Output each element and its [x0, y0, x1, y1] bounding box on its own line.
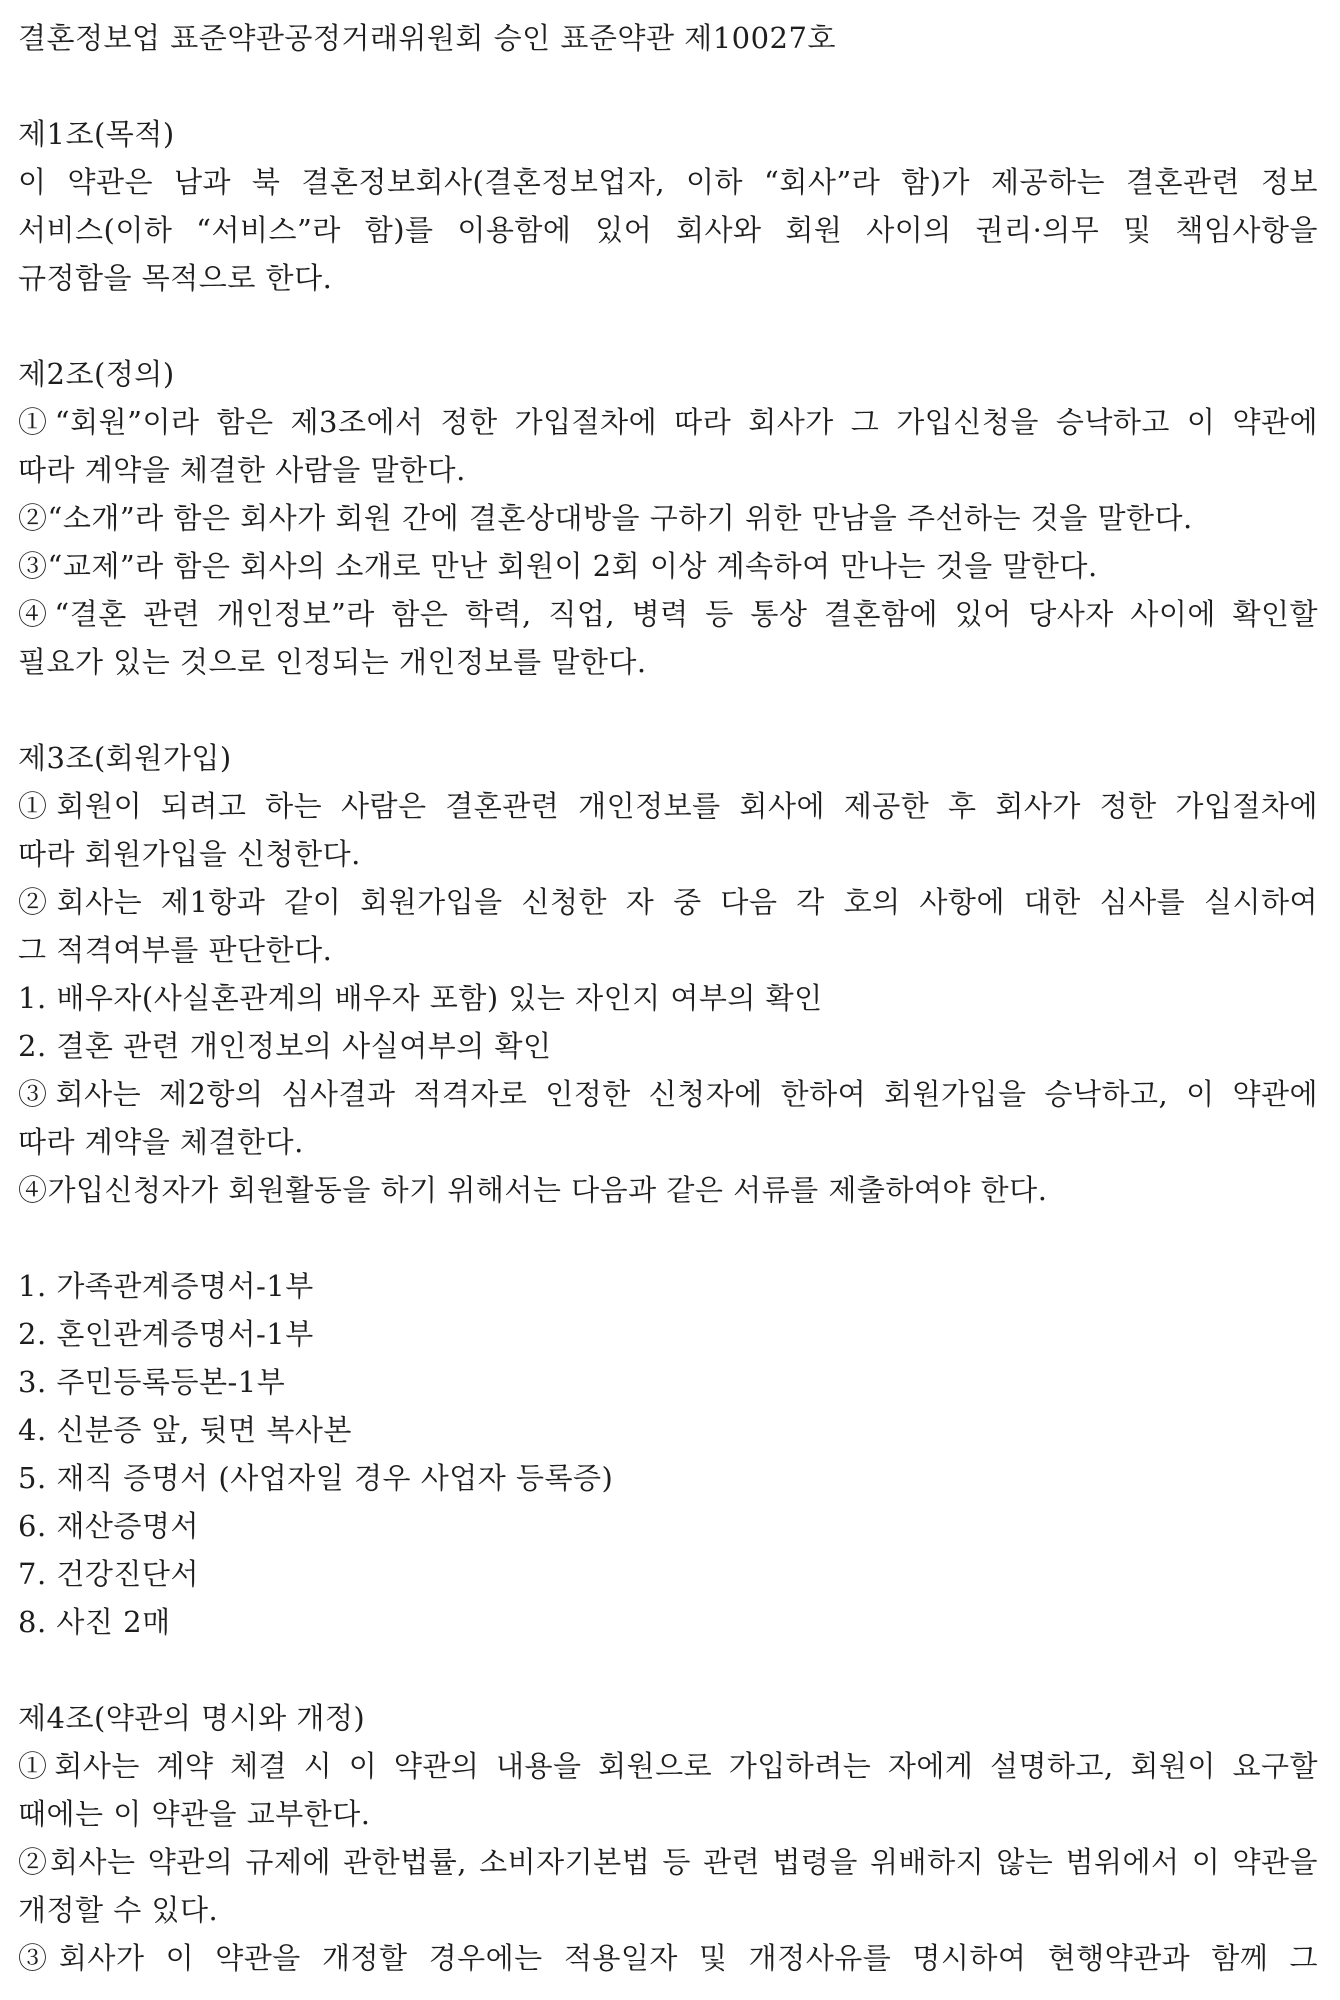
article-3-line-7: ③회사는 제2항의 심사결과 적격자로 인정한 신청자에 한하여 회원가입을 승낙하고, 이 약관에 — [18, 1077, 1318, 1111]
spacer — [18, 1214, 1318, 1262]
article-2-line-4: ③“교제”라 함은 회사의 소개로 만난 회원이 2회 이상 계속하여 만나는 것을 말한다. — [18, 549, 1098, 583]
article-3-line-9: ④가입신청자가 회원활동을 하기 위해서는 다음과 같은 서류를 제출하여야 한다. — [18, 1173, 1048, 1207]
article-3-title: 제3조(회원가입) — [18, 741, 232, 775]
spacer — [18, 686, 1318, 734]
article-2-line-2: 따라 계약을 체결한 사람을 말한다. — [18, 453, 466, 487]
document-list-item: 5. 재직 증명서 (사업자일 경우 사업자 등록증) — [18, 1461, 614, 1495]
document-list-item: 6. 재산증명서 — [18, 1509, 199, 1543]
article-4-title: 제4조(약관의 명시와 개정) — [18, 1701, 366, 1735]
article-2-line-6: 필요가 있는 것으로 인정되는 개인정보를 말한다. — [18, 645, 647, 679]
document-header: 결혼정보업 표준약관공정거래위원회 승인 표준약관 제10027호 — [18, 21, 836, 55]
article-1-line-3: 규정함을 목적으로 한다. — [18, 261, 333, 295]
article-3-line-5: 1. 배우자(사실혼관계의 배우자 포함) 있는 자인지 여부의 확인 — [18, 981, 823, 1015]
article-2-line-3: ②“소개”라 함은 회사가 회원 간에 결혼상대방을 구하기 위한 만남을 주선하는 것을 말한다. — [18, 501, 1193, 535]
article-2-line-5: ④“결혼 관련 개인정보”라 함은 학력, 직업, 병력 등 통상 결혼함에 있어 당사자 사이에 확인할 — [18, 597, 1318, 631]
article-3-line-3: ②회사는 제1항과 같이 회원가입을 신청한 자 중 다음 각 호의 사항에 대한 심사를 실시하여 — [18, 885, 1318, 919]
document-list-item: 1. 가족관계증명서-1부 — [18, 1269, 314, 1303]
article-1-line-1: 이 약관은 남과 북 결혼정보회사(결혼정보업자, 이하 “회사”라 함)가 제공하는 결혼관련 정보 — [18, 165, 1318, 199]
article-3-line-2: 따라 회원가입을 신청한다. — [18, 837, 361, 871]
article-3-line-6: 2. 결혼 관련 개인정보의 사실여부의 확인 — [18, 1029, 552, 1063]
article-2-title: 제2조(정의) — [18, 357, 175, 391]
document-list-item: 8. 사진 2매 — [18, 1605, 171, 1639]
article-1-title: 제1조(목적) — [18, 117, 175, 151]
article-2-line-1: ①“회원”이라 함은 제3조에서 정한 가입절차에 따라 회사가 그 가입신청을 승낙하고 이 약관에 — [18, 405, 1318, 439]
article-4-line-1: ①회사는 계약 체결 시 이 약관의 내용을 회원으로 가입하려는 자에게 설명하고, 회원이 요구할 — [18, 1749, 1318, 1783]
document-list-item: 2. 혼인관계증명서-1부 — [18, 1317, 314, 1351]
article-4-line-4: 개정할 수 있다. — [18, 1893, 219, 1927]
spacer — [18, 1646, 1318, 1694]
article-3-line-4: 그 적격여부를 판단한다. — [18, 933, 333, 967]
spacer — [18, 302, 1318, 350]
article-4-line-3: ②회사는 약관의 규제에 관한법률, 소비자기본법 등 관련 법령을 위배하지 않는 범위에서 이 약관을 — [18, 1845, 1318, 1879]
spacer — [18, 62, 1318, 110]
article-4-line-5: ③회사가 이 약관을 개정할 경우에는 적용일자 및 개정사유를 명시하여 현행약관과 함께 그 — [18, 1941, 1318, 1975]
document-list-item: 4. 신분증 앞, 뒷면 복사본 — [18, 1413, 352, 1447]
article-3-line-1: ①회원이 되려고 하는 사람은 결혼관련 개인정보를 회사에 제공한 후 회사가 정한 가입절차에 — [18, 789, 1318, 823]
article-1-line-2: 서비스(이하 “서비스”라 함)를 이용함에 있어 회사와 회원 사이의 권리·의무 및 책임사항을 — [18, 213, 1318, 247]
document-list-item: 7. 건강진단서 — [18, 1557, 199, 1591]
document-list-item: 3. 주민등록등본-1부 — [18, 1365, 286, 1399]
article-3-line-8: 따라 계약을 체결한다. — [18, 1125, 304, 1159]
article-4-line-2: 때에는 이 약관을 교부한다. — [18, 1797, 371, 1831]
